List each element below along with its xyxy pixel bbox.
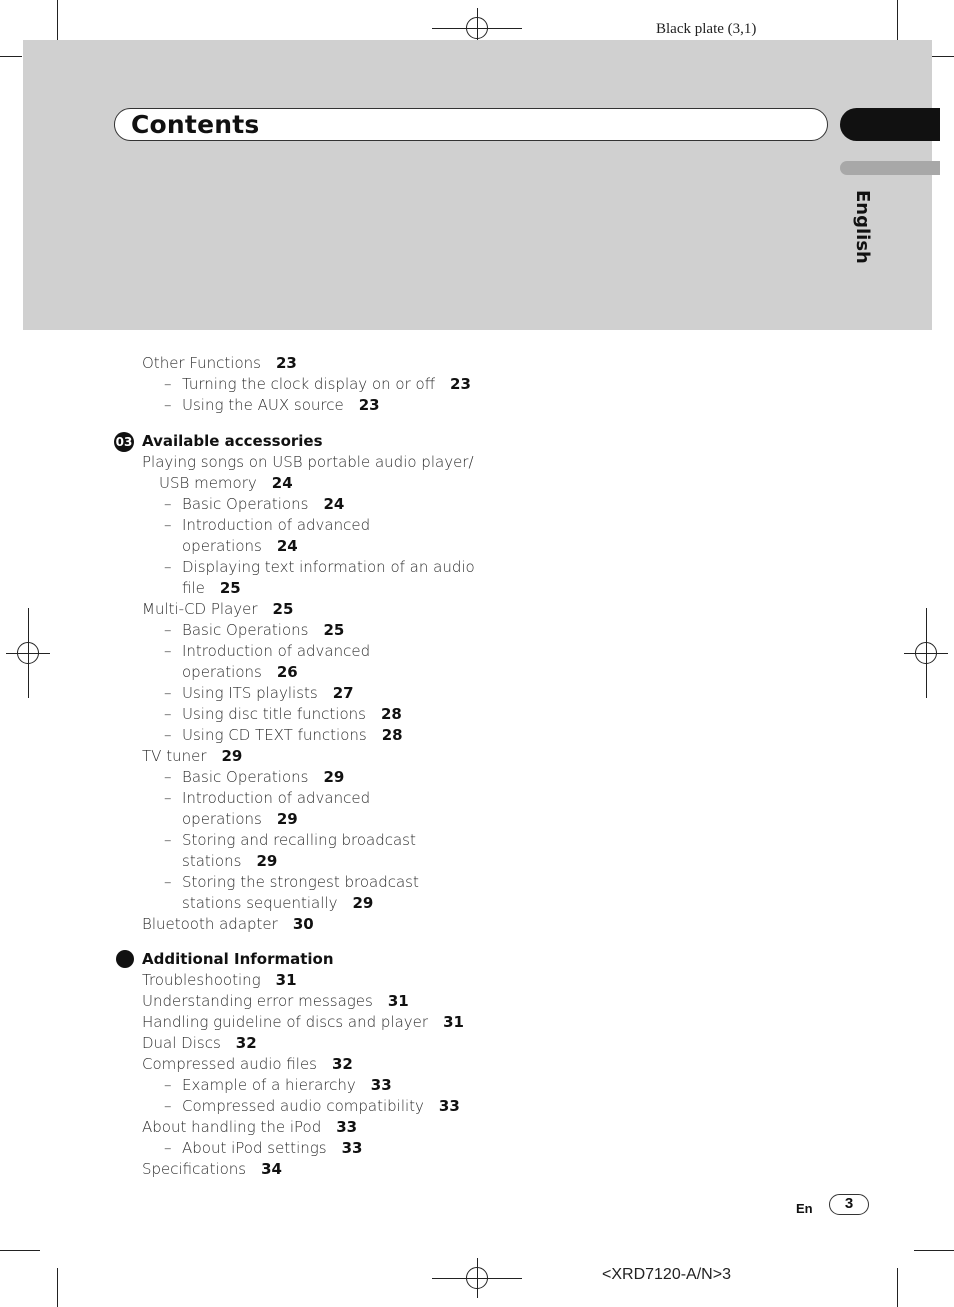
- toc-entry[interactable]: [142, 452, 474, 473]
- toc-entry-text: Storing the strongest broadcast: [182, 873, 419, 891]
- toc-page-number: 33: [336, 1118, 358, 1136]
- toc-page-number: 24: [276, 537, 298, 555]
- toc-entry-text: Bluetooth adapter: [142, 915, 278, 933]
- page-title: Contents: [131, 110, 260, 139]
- toc-entry-text: Basic Operations: [182, 621, 309, 639]
- toc-page-number: 28: [381, 726, 403, 744]
- crop-mark: [57, 1268, 58, 1307]
- toc-dash: –: [164, 516, 172, 534]
- toc-entry-text: Troubleshooting: [142, 971, 261, 989]
- toc-entry-text: Displaying text information of an audio: [182, 558, 475, 576]
- toc-entry-text: About iPod settings: [182, 1139, 327, 1157]
- chapter-tab: [840, 108, 940, 141]
- crop-mark: [0, 56, 22, 57]
- toc-entry[interactable]: [142, 991, 409, 1012]
- toc-entry[interactable]: [182, 536, 298, 557]
- toc-page-number: 29: [352, 894, 374, 912]
- toc-entry-text: Basic Operations: [182, 495, 309, 513]
- toc-page-number: 23: [450, 375, 471, 393]
- toc-page-number: 26: [276, 663, 298, 681]
- toc-entry-text: Dual Discs: [142, 1034, 221, 1052]
- toc-entry[interactable]: [142, 1012, 464, 1033]
- toc-entry[interactable]: [164, 494, 345, 515]
- header-band: [23, 40, 932, 330]
- section-heading[interactable]: Additional Information: [142, 950, 334, 968]
- toc-entry-text: Multi-CD Player: [142, 600, 258, 618]
- toc-dash: –: [164, 873, 172, 891]
- plate-label: Black plate (3,1): [656, 21, 757, 37]
- toc-entry[interactable]: [182, 662, 298, 683]
- toc-dash: –: [164, 705, 172, 723]
- toc-page-number: 34: [261, 1160, 282, 1178]
- toc-entry-text: Using disc title functions: [182, 705, 366, 723]
- toc-page-number: 23: [275, 354, 297, 372]
- registration-mark-icon: [17, 642, 39, 664]
- toc-page-number: 32: [332, 1055, 353, 1073]
- toc-entry-text: About handling the iPod: [142, 1118, 322, 1136]
- toc-page-number: 24: [271, 474, 293, 492]
- toc-page-number: 33: [370, 1076, 392, 1094]
- toc-entry[interactable]: [164, 620, 345, 641]
- toc-entry-text: Introduction of advanced: [182, 516, 371, 534]
- toc-entry[interactable]: [164, 1096, 460, 1117]
- toc-entry-text: Specifications: [142, 1160, 247, 1178]
- toc-entry[interactable]: [164, 830, 416, 851]
- toc-entry[interactable]: [164, 1075, 392, 1096]
- toc-page-number: 31: [275, 971, 297, 989]
- toc-entry-text: file: [182, 579, 205, 597]
- toc-page-number: 25: [323, 621, 345, 639]
- toc-entry-text: operations: [182, 537, 262, 555]
- toc-entry-text: Understanding error messages: [142, 992, 373, 1010]
- toc-entry-text: Other Functions: [142, 354, 261, 372]
- toc-entry-text: Compressed audio compatibility: [182, 1097, 424, 1115]
- toc-dash: –: [164, 621, 172, 639]
- toc-entry[interactable]: [164, 641, 371, 662]
- crop-mark: [897, 1268, 898, 1307]
- toc-entry-text: Turning the clock display on or off: [182, 375, 436, 393]
- section-heading[interactable]: Available accessories: [142, 432, 323, 450]
- document-code: <XRD7120-A/N>3: [602, 1266, 731, 1283]
- toc-entry[interactable]: [182, 578, 241, 599]
- chapter-number-badge: 03: [114, 432, 134, 452]
- toc-entry-text: stations sequentially: [182, 894, 338, 912]
- toc-page-number: 30: [292, 915, 314, 933]
- toc-entry-text: operations: [182, 663, 262, 681]
- toc-entry[interactable]: [142, 1033, 257, 1054]
- toc-page-number: 23: [358, 396, 380, 414]
- toc-entry-text: Compressed audio files: [142, 1055, 317, 1073]
- registration-mark-icon: [915, 642, 937, 664]
- toc-entry-text: Using ITS playlists: [182, 684, 318, 702]
- toc-entry[interactable]: [142, 1054, 353, 1075]
- toc-entry[interactable]: [164, 515, 371, 536]
- page-number: 3: [829, 1194, 869, 1215]
- toc-entry-text: Playing songs on USB portable audio player/: [142, 453, 474, 471]
- toc-entry[interactable]: [164, 704, 402, 725]
- toc-entry[interactable]: [142, 914, 314, 935]
- crop-mark: [0, 1250, 40, 1251]
- toc-dash: –: [164, 1076, 172, 1094]
- toc-entry-text: Basic Operations: [182, 768, 309, 786]
- toc-dash: –: [164, 831, 172, 849]
- toc-entry[interactable]: [164, 725, 403, 746]
- toc-page-number: 29: [256, 852, 278, 870]
- toc-entry[interactable]: [142, 970, 297, 991]
- toc-dash: –: [164, 558, 172, 576]
- toc-page-number: 31: [443, 1013, 464, 1031]
- registration-mark-icon: [466, 1267, 488, 1289]
- language-tab-bar: [840, 161, 940, 175]
- toc-page-number: 29: [323, 768, 345, 786]
- toc-entry-text: stations: [182, 852, 242, 870]
- registration-mark-icon: [466, 17, 488, 39]
- language-abbrev: En: [796, 1201, 813, 1216]
- toc-entry[interactable]: [142, 353, 297, 374]
- toc-entry[interactable]: [164, 872, 419, 893]
- crop-mark: [932, 56, 954, 57]
- toc-entry-text: USB memory: [159, 474, 257, 492]
- toc-entry-text: Using the AUX source: [182, 396, 344, 414]
- toc-page-number: 25: [272, 600, 294, 618]
- toc-entry[interactable]: [164, 557, 475, 578]
- language-tab-label: English: [852, 190, 873, 264]
- crop-mark: [897, 0, 898, 40]
- toc-entry[interactable]: [164, 788, 371, 809]
- toc-entry[interactable]: [142, 1159, 282, 1180]
- toc-dash: –: [164, 726, 172, 744]
- toc-entry-text: Using CD TEXT functions: [182, 726, 367, 744]
- toc-entry-text: operations: [182, 810, 262, 828]
- toc-entry[interactable]: [182, 809, 298, 830]
- toc-page-number: 29: [276, 810, 298, 828]
- toc-entry[interactable]: [142, 746, 242, 767]
- toc-page-number: 24: [323, 495, 345, 513]
- crop-mark: [57, 0, 58, 40]
- toc-entry-text: Storing and recalling broadcast: [182, 831, 416, 849]
- toc-entry[interactable]: [164, 1138, 363, 1159]
- toc-dash: –: [164, 684, 172, 702]
- toc-entry-text: Introduction of advanced: [182, 642, 371, 660]
- toc-entry[interactable]: [142, 599, 293, 620]
- toc-entry[interactable]: [142, 1117, 357, 1138]
- toc-entry[interactable]: [164, 395, 380, 416]
- toc-page-number: 27: [332, 684, 354, 702]
- toc-dash: –: [164, 642, 172, 660]
- toc-entry[interactable]: [159, 473, 293, 494]
- toc-page-number: 33: [438, 1097, 460, 1115]
- toc-dash: –: [164, 1139, 172, 1157]
- crop-mark: [914, 1250, 954, 1251]
- toc-page-number: 28: [380, 705, 402, 723]
- toc-page-number: 25: [219, 579, 241, 597]
- toc-entry[interactable]: [164, 374, 471, 395]
- toc-entry[interactable]: [182, 851, 277, 872]
- toc-dash: –: [164, 396, 172, 414]
- toc-entry-text: TV tuner: [142, 747, 207, 765]
- toc-entry-text: Example of a hierarchy: [182, 1076, 356, 1094]
- chapter-badge-icon: [116, 950, 134, 968]
- toc-entry[interactable]: [182, 893, 373, 914]
- toc-dash: –: [164, 495, 172, 513]
- toc-page-number: 32: [235, 1034, 257, 1052]
- toc-entry[interactable]: [164, 683, 354, 704]
- toc-page-number: 29: [221, 747, 243, 765]
- toc-entry-text: Handling guideline of discs and player: [142, 1013, 429, 1031]
- toc-page-number: 31: [387, 992, 409, 1010]
- toc-dash: –: [164, 375, 172, 393]
- toc-entry[interactable]: [164, 767, 345, 788]
- toc-dash: –: [164, 1097, 172, 1115]
- toc-page-number: 33: [341, 1139, 363, 1157]
- toc-dash: –: [164, 768, 172, 786]
- toc-dash: –: [164, 789, 172, 807]
- toc-entry-text: Introduction of advanced: [182, 789, 371, 807]
